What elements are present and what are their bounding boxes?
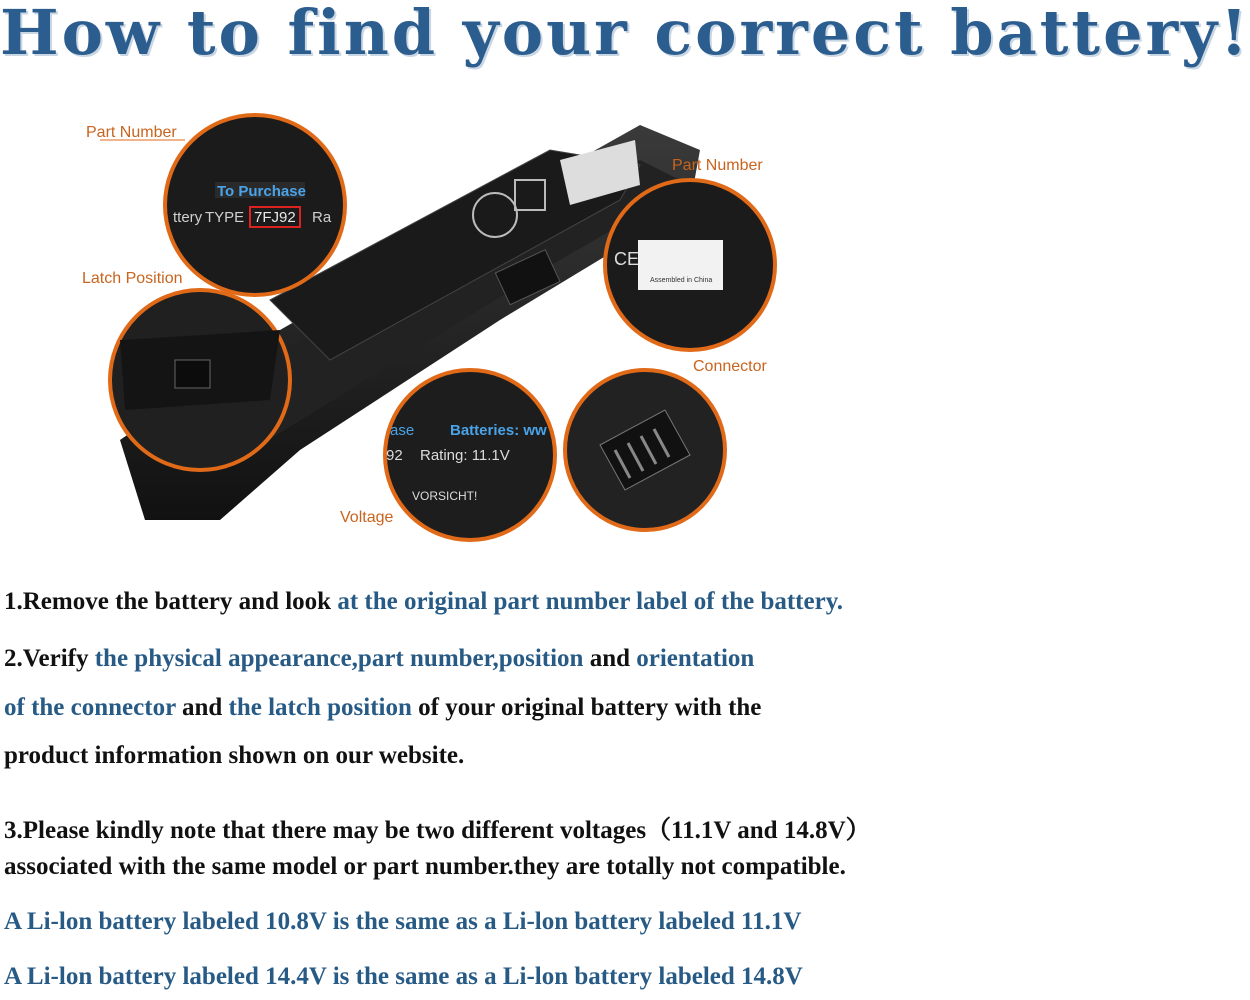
instruction-step-3-line-2: associated with the same model or part number.they are totally not compatible. <box>4 853 846 880</box>
svg-text:Ra: Ra <box>312 209 332 226</box>
callout-part-number-left: Part Number <box>86 124 177 141</box>
svg-text:ase: ase <box>390 422 415 439</box>
instruction-step-2-line-3: product information shown on our website. <box>4 742 465 769</box>
svg-text:Batteries: ww: Batteries: ww <box>450 422 547 439</box>
svg-text:VORSICHT!: VORSICHT! <box>412 489 478 503</box>
svg-text:ttery: ttery <box>173 209 203 226</box>
svg-text:TYPE: TYPE <box>205 209 245 226</box>
zoom-part-number-right <box>605 180 775 350</box>
instruction-step-2-line-1: 2.Verify the physical appearance,part number,position and orientation <box>4 645 755 672</box>
svg-text:CE: CE <box>614 249 640 269</box>
svg-text:92: 92 <box>386 447 403 464</box>
svg-text:7FJ92: 7FJ92 <box>254 209 296 226</box>
callout-part-number-right: Part Number <box>672 157 763 174</box>
zoom-latch-position <box>110 290 290 470</box>
svg-text:To Purchase: To Purchase <box>217 183 306 200</box>
voltage-note-1: A Li-lon battery labeled 10.8V is the same as a Li-lon battery labeled 11.1V <box>4 908 802 935</box>
voltage-note-2: A Li-lon battery labeled 14.4V is the same as a Li-lon battery labeled 14.8V <box>4 963 803 990</box>
callout-voltage: Voltage <box>340 509 394 526</box>
svg-text:Rating: 11.1V: Rating: 11.1V <box>420 447 510 464</box>
instruction-step-3-line-1: 3.Please kindly note that there may be two different voltages（11.1V and 14.8V） <box>4 817 871 844</box>
page-title: How to find your correct battery! <box>0 0 1250 69</box>
svg-text:Assembled in China: Assembled in China <box>650 277 713 284</box>
callout-connector: Connector <box>693 358 767 375</box>
callout-latch-position: Latch Position <box>82 270 183 287</box>
zoom-part-number <box>165 115 345 295</box>
instruction-step-1: 1.Remove the battery and look at the original part number label of the battery. <box>4 588 844 615</box>
battery-illustration <box>0 80 917 550</box>
zoom-voltage <box>385 370 555 540</box>
instruction-step-2-line-2: of the connector and the latch position of your original battery with the <box>4 694 762 721</box>
zoom-connector <box>565 370 725 530</box>
